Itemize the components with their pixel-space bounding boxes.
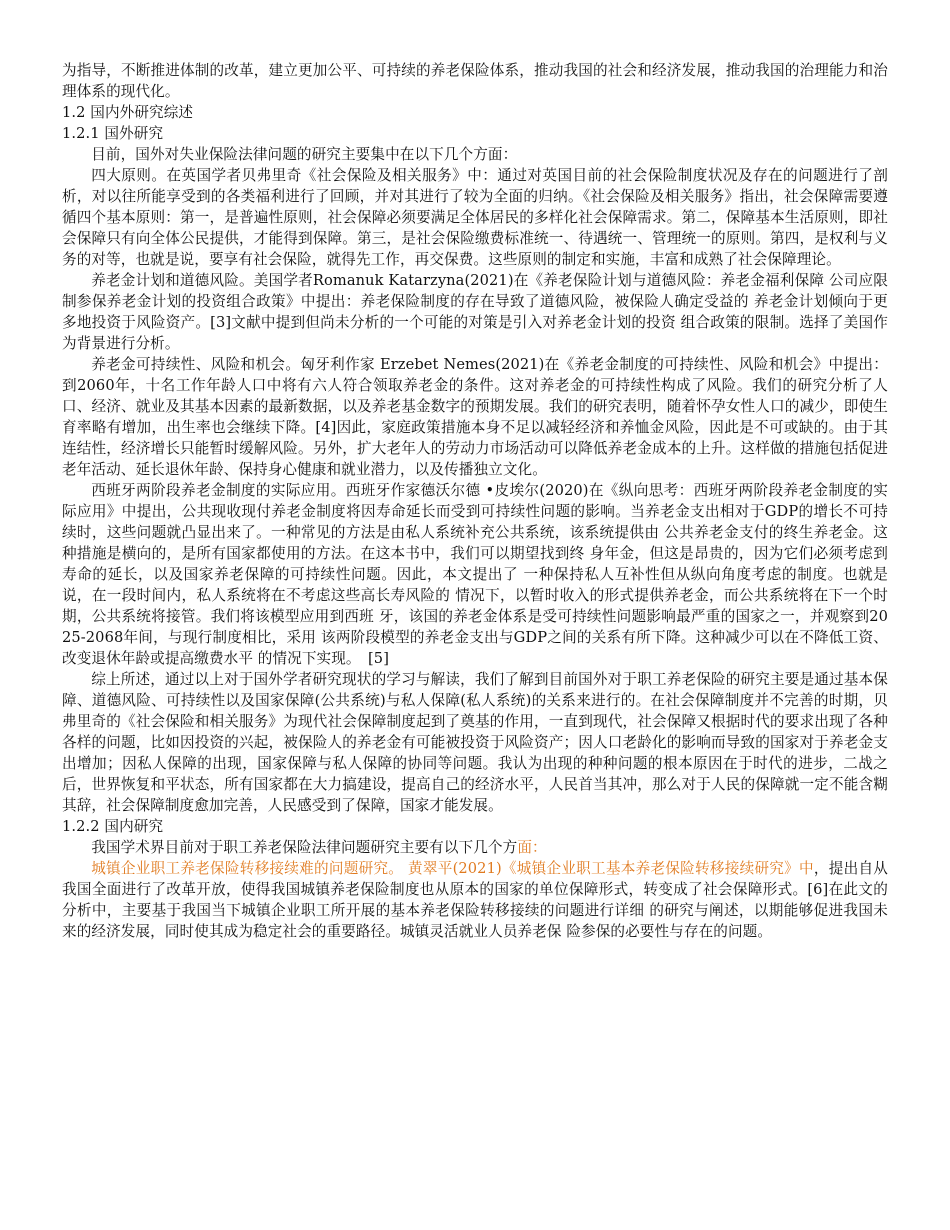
paragraph-sustainability: 养老金可持续性、风险和机会。匈牙利作家 Erzebet Nemes(2021)在《养老金制度的可持续性、风险和机会》中提出：到2060年，十名工作年龄人口中将有六人符合领取养老金的条件。这对养老金的可持续性构成了风险。我们的研究分析了人口、经济、就业及其基本因素的最新数据，以及养老基金数字的预期发展。我们的研究表明，随着怀孕女性人口的减少，即使生育率略有增加，出生率也会继续下降。[4]因此，家庭政策措施本身不足以减轻经济和养恤金风险，因此是不可或缺的。由于其连结性，经济增长只能暂时缓解风险。另外，扩大老年人的劳动力市场活动可以降低养老金成本的上升。这样做的措施包括促进老年活动、延长退休年龄、保持身心健康和就业潜力，以及传播独立文化。: [62, 356, 888, 478]
paragraph-spain-two-stage: 西班牙两阶段养老金制度的实际应用。西班牙作家德沃尔德 •皮埃尔(2020)在《纵向思考：西班牙两阶段养老金制度的实际应用》中提出，公共现收现付养老金制度将因寿命延长而受到可持续性问题的影响。当养老金支出相对于GDP的增长不可持续时，这些问题就凸显出来了。一种常见的方法是由私人系统补充公共系统，该系统提供由 公共养老金支付的终生养老金。这种措施是横向的，是所有国家都使用的方法。在这本书中，我们可以期望找到终 身年金，但这是昂贵的，因为它们必须考虑到寿命的延长，以及国家养老保障的可持续性问题。因此，本文提出了 一种保持私人互补性但从纵向角度考虑的制度。也就是说，在一段时间内，私人系统将在不考虑这些高长寿风险的 情况下，以暂时收入的形式提供养老金，而公共系统将在下一个时期，公共系统将接管。我们将该模型应用到西班 牙，该国的养老金体系是受可持续性问题影响最严重的国家之一，并观察到2025-2068年间，与现行制度相比，采用 该两阶段模型的养老金支出与GDP之间的关系有所下降。这种减少可以在不降低工资、改变退休年龄或提高缴费水平 的情况下实现。 [5]: [62, 482, 888, 667]
section-heading-1-2: 1.2 国内外研究综述: [62, 104, 194, 121]
paragraph-intro-domestic: [62, 837, 888, 858]
intro-domestic-highlight: 面：: [517, 839, 547, 856]
paragraph-moral-hazard: 养老金计划和道德风险。美国学者Romanuk Katarzyna(2021)在《养老保险计划与道德风险：养老金福利保障 公司应限制参保养老金计划的投资组合政策》中提出：养老保险制度的存在导致了道德风险，被保险人确定受益的 养老金计划倾向于更多地投资于风险资产。[3]文献中提到但尚未分析的一个可能的对策是引入对养老金计划的投资 组合政策的限制。选择了美国作为背景进行分析。: [62, 272, 888, 352]
section-heading-1-2-1: 1.2.1 国外研究: [62, 125, 164, 142]
transfer-highlight: 城镇企业职工养老保险转移接续难的问题研究。 黄翠平(2021)《城镇企业职工基本养老保险转移接续研究》中: [91, 860, 814, 877]
intro-domestic-text: 我国学术界目前对于职工养老保险法律问题研究主要有以下几个方: [91, 839, 518, 856]
transfer-text: ，提出自从我国全面进行了改革开放，使得我国城镇养老保险制度也从原本的国家的单位保障形式，转变成了社会保障形式。[6]在此文的分析中，主要基于我国当下城镇企业职工所开展的基本养老保险转移接续的问题进行详细 的研究与阐述，以期能够促进我国未来的经济发展，同时使其成为稳定社会的重要路径。城镇灵活就业人员养老保 险参保的必要性与存在的问题。: [62, 860, 888, 940]
paragraph-summary-foreign: 综上所述，通过以上对于国外学者研究现状的学习与解读，我们了解到目前国外对于职工养老保险的研究主要是通过基本保障、道德风险、可持续性以及国家保障(公共系统)与私人保障(私人系统)的关系来进行的。在社会保障制度并不完善的时期，贝弗里奇的《社会保险和相关服务》为现代社会保障制度起到了奠基的作用，一直到现代，社会保障又根据时代的要求出现了各种各样的问题，比如因投资的兴起，被保险人的养老金有可能被投资于风险资产；因人口老龄化的影响而导致的国家对于养老金支出增加；因私人保障的出现，国家保障与私人保障的协同等问题。我认为出现的种种问题的根本原因在于时代的进步，二战之后，世界恢复和平状态，所有国家都在大力搞建设，提高自己的经济水平，人民首当其冲，那么对于人民的保障就一定不能含糊其辞，社会保障制度愈加完善，人民感受到了保障，国家才能发展。: [62, 671, 888, 814]
paragraph-continuation: 为指导，不断推进体制的改革，建立更加公平、可持续的养老保险体系，推动我国的社会和经济发展，推动我国的治理能力和治理体系的现代化。: [62, 62, 888, 100]
paragraph-four-principles: 四大原则。在英国学者贝弗里奇《社会保险及相关服务》中：通过对英国目前的社会保险制度状况及存在的问题进行了剖析，对以往所能享受到的各类福利进行了回顾，并对其进行了较为全面的归纳。《社会保险及相关服务》指出，社会保障需要遵循四个基本原则：第一，是普遍性原则，社会保障必须要满足全体居民的多样化社会保障需求。第二，保障基本生活原则，即社会保障只有向全体公民提供，才能得到保障。第三，是社会保险缴费标准统一、待遇统一、管理统一的原则。第四，是权利与义务的对等，也就是说，要享有社会保险，就得先工作，再交保费。这些原则的制定和实施，丰富和成熟了社会保障理论。: [62, 167, 888, 268]
section-heading-1-2-2: 1.2.2 国内研究: [62, 818, 164, 835]
paragraph-intro-foreign: 目前，国外对失业保险法律问题的研究主要集中在以下几个方面：: [91, 146, 518, 163]
document-body: [62, 60, 888, 942]
paragraph-transfer-continuation: [62, 858, 888, 942]
